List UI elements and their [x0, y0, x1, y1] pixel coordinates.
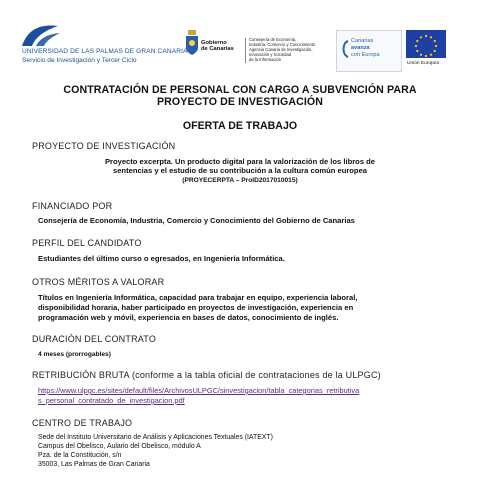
- ulpgc-service: Servicio de Investigación y Tercer Ciclo: [22, 57, 137, 64]
- address-line-2: Campus del Obelisco, Aulario del Obelisco, módulo A: [38, 443, 201, 450]
- canarias-avanza-logo: Canarias avanza con Europa: [336, 30, 402, 72]
- eu-label: Unión Europea: [407, 61, 440, 66]
- section-heading-proyecto: PROYECTO DE INVESTIGACIÓN: [32, 141, 176, 151]
- title-line-1: CONTRATACIÓN DE PERSONAL CON CARGO A SUBVENCIÓN PARA: [63, 84, 417, 96]
- header-logos: [0, 0, 480, 78]
- salary-table-link-line-2[interactable]: s_personal_contratado_de_investigacion.pdf: [38, 396, 185, 405]
- section-heading-duracion: DURACIÓN DEL CONTRATO: [32, 334, 157, 344]
- gobierno-label: Gobierno: [201, 40, 227, 46]
- eu-logo: [406, 30, 446, 70]
- salary-table-link-line-1[interactable]: https://www.ulpgc.es/sites/default/files/ArchivosULPGC/sinvestigacion/tabla_categorias_retributiva: [38, 386, 360, 395]
- address-line-4: 35003, Las Palmas de Gran Canaria: [38, 461, 150, 468]
- ulpgc-name: UNIVERSIDAD DE LAS PALMAS DE GRAN CANARIA: [22, 48, 188, 55]
- canarias-swirl-icon: [340, 39, 350, 59]
- financiado-text: Consejería de Economía, Industria, Comercio y Conocimiento del Gobierno de Canarias: [38, 216, 355, 225]
- gobierno-canarias-logo: [185, 30, 235, 60]
- consejeria-label: Consejería de Economía, Industria, Comercio y Conocimiento Agencia Canaria de Investigación, Innovación y Sociedad de la Información: [245, 38, 337, 63]
- perfil-text: Estudiantes del último curso o egresados, en Ingeniería Informática.: [38, 254, 285, 263]
- meritos-line-3: programación web y móvil, experiencia en bases de datos, conocimiento de inglés.: [38, 313, 339, 322]
- ulpgc-logo: [20, 22, 188, 66]
- canarias-label: de Canarias: [201, 46, 234, 53]
- duracion-text: 4 meses (prorrogables): [38, 351, 111, 358]
- address-line-1: Sede del Instituto Universitario de Análisis y Aplicaciones Textuales (IATEXT): [38, 434, 273, 441]
- coat-of-arms-icon: [185, 30, 199, 56]
- section-heading-meritos: OTROS MÉRITOS A VALORAR: [32, 277, 165, 287]
- proyecto-line-2: sentencias y el estudio de su contribución a la cultura común europea: [112, 166, 368, 175]
- title-line-2: PROYECTO DE INVESTIGACIÓN: [157, 96, 323, 108]
- address-line-3: Pza. de la Constitución, s/n: [38, 452, 122, 459]
- section-heading-financiado: FINANCIADO POR: [32, 201, 113, 211]
- ulpgc-emblem-icon: [20, 22, 62, 48]
- eu-flag-icon: [406, 30, 446, 58]
- section-heading-perfil: PERFIL DEL CANDIDATO: [32, 238, 142, 248]
- subtitle: OFERTA DE TRABAJO: [182, 120, 298, 132]
- proyecto-code: (PROYECERPTA – ProID2017010015): [182, 177, 298, 184]
- proyecto-line-1: Proyecto excerpta. Un producto digital para la valorización de los libros de: [104, 157, 376, 166]
- section-heading-retribucion: RETRIBUCIÓN BRUTA (conforme a la tabla oficial de contrataciones de la ULPGC): [32, 370, 381, 380]
- meritos-line-1: Títulos en Ingeniería Informática, capacidad para trabajar en equipo, experiencia laboral,: [38, 293, 358, 302]
- meritos-line-2: disponibilidad horaria, haber participado en proyectos de investigación, experiencia en: [38, 303, 354, 312]
- section-heading-centro: CENTRO DE TRABAJO: [32, 418, 133, 428]
